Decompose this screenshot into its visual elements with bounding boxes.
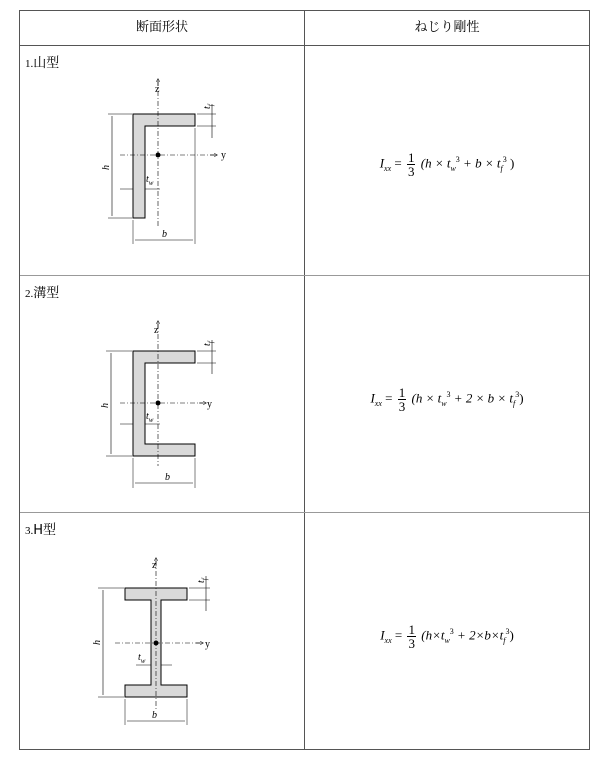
table-row-h-section — [20, 513, 589, 750]
angle-section-shape — [133, 114, 195, 218]
row-number: 2. — [25, 288, 34, 300]
header-section-shape: 断面形状 — [135, 20, 188, 35]
z-label: z — [152, 560, 157, 571]
b-label: b — [165, 472, 170, 483]
tw-label: $t_w$ — [138, 652, 146, 665]
tw-label: $t_w$ — [146, 411, 154, 424]
angle-section-diagram — [20, 46, 304, 276]
table-header — [20, 11, 589, 46]
tw-label: $t_w$ — [146, 174, 154, 187]
table-row-angle — [20, 46, 589, 276]
tf-label: $t_f$ — [202, 104, 215, 109]
formula-h-section: $I_{xx}$ = $\frac{1}{3}$ $(h\times t_w^3 + 2\times b\times t_f^3)$ — [380, 622, 514, 651]
h-label: h — [100, 403, 111, 408]
tf-label: $t_f$ — [202, 341, 215, 346]
torsion-table — [19, 10, 590, 750]
y-label: y — [205, 639, 210, 650]
y-label: y — [207, 399, 212, 410]
b-label: b — [162, 229, 167, 240]
b-label: b — [152, 710, 157, 721]
row-title-text: H型 — [33, 523, 57, 538]
row-number: 1. — [25, 58, 34, 70]
centroid-dot — [154, 641, 159, 646]
centroid-dot — [156, 153, 161, 158]
channel-section-diagram — [20, 276, 304, 513]
row-title-text: 山型 — [33, 56, 60, 71]
z-label: z — [155, 84, 160, 95]
h-label: h — [92, 640, 103, 645]
y-label: y — [221, 150, 226, 161]
row-title-text: 溝型 — [33, 286, 60, 301]
header-torsional-rigidity: ねじり剛性 — [414, 20, 480, 35]
row-number: 3. — [25, 525, 34, 537]
table-row-channel — [20, 276, 589, 513]
formula-angle: $I_{xx}$ = $\frac{1}{3}$ ($h \times t_w^3 + b \times t_f^3$ ) — [379, 150, 515, 179]
z-label: z — [154, 325, 159, 336]
tf-label: $t_f$ — [196, 578, 209, 583]
channel-section-shape — [133, 351, 195, 456]
centroid-dot — [156, 401, 161, 406]
formula-channel: $I_{xx}$ = $\frac{1}{3}$ $(h \times t_w^3 + 2 \times b \times t_f^3)$ — [370, 385, 524, 414]
h-section-diagram — [20, 513, 304, 750]
h-label: h — [101, 165, 112, 170]
